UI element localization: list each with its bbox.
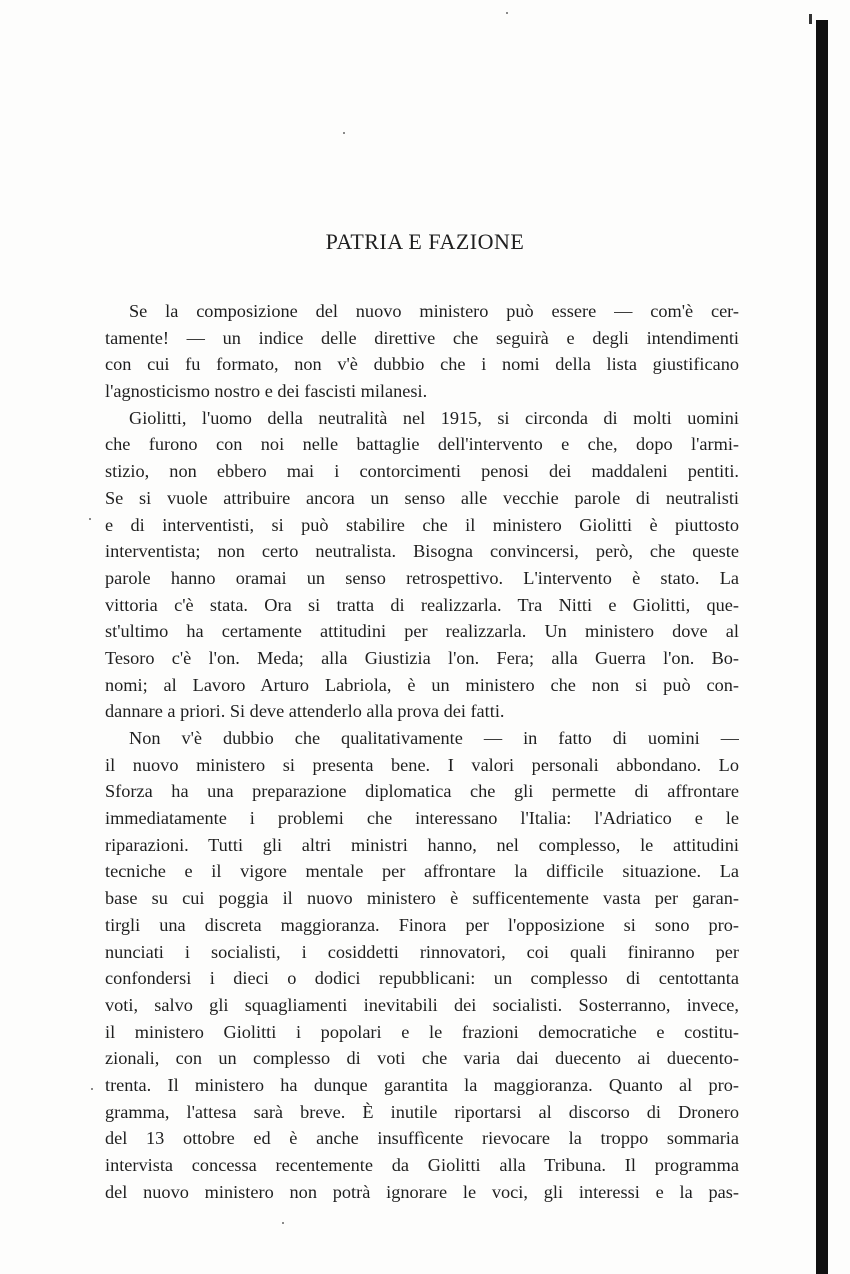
text-line: st'ultimo ha certamente attitudini per realizzarla. Un ministero dove al (105, 621, 739, 642)
text-line: l'agnosticismo nostro e dei fascisti milanesi. (105, 381, 428, 402)
text-line: tecniche e il vigore mentale per affrontare la difficile situazione. La (105, 861, 739, 882)
text-line: trenta. Il ministero ha dunque garantita la maggioranza. Quanto al pro- (105, 1074, 739, 1095)
text-line: riparazioni. Tutti gli altri ministri hanno, nel complesso, le attitudini (105, 834, 739, 855)
text-line: Sforza ha una preparazione diplomatica che gli permette di affrontare (105, 781, 739, 802)
text-line: parole hanno oramai un senso retrospettivo. L'intervento è stato. La (105, 567, 739, 588)
scan-speck (343, 132, 345, 134)
text-line: Giolitti, l'uomo della neutralità nel 1915, si circonda di molti uomini (129, 407, 739, 428)
scan-speck (91, 1088, 93, 1090)
text-line: il ministero Giolitti i popolari e le frazioni democratiche e costitu- (105, 1021, 739, 1042)
text-line: interventista; non certo neutralista. Bisogna convincersi, però, che queste (105, 541, 739, 562)
text-line: base su cui poggia il nuovo ministero è sufficentemente vasta per garan- (105, 888, 739, 909)
text-line: del 13 ottobre ed è anche insuffìcente rievocare la troppo sommaria (105, 1128, 739, 1149)
text-line: intervista concessa recentemente da Giolitti alla Tribuna. Il programma (105, 1155, 739, 1175)
text-line: Tesoro c'è l'on. Meda; alla Giustizia l'on. Fera; alla Guerra l'on. Bo- (105, 647, 739, 668)
text-line: Se si vuole attribuire ancora un senso alle vecchie parole di neutralisti (105, 487, 739, 508)
text-line: stizio, non ebbero mai i contorcimenti penosi dei maddaleni pentiti. (105, 461, 739, 482)
scan-speck (89, 518, 91, 520)
text-line: immediatamente i problemi che interessano l'Italia: l'Adriatico e le (105, 808, 739, 829)
scan-speck (506, 12, 508, 14)
text-line: nunciati i socialisti, i cosiddetti rinnovatori, coi quali finiranno per (105, 941, 739, 962)
scan-mark (809, 14, 812, 24)
text-line: gramma, l'attesa sarà breve. È inutile riportarsi al discorso di Dronero (105, 1101, 739, 1122)
scan-speck (282, 1222, 284, 1224)
text-line: voti, salvo gli squagliamenti inevitabili dei socialisti. Sosterranno, invece, (105, 994, 739, 1015)
text-line: zionali, con un complesso di voti che varia dai duecento ai duecento- (105, 1048, 739, 1069)
text-line: Se la composizione del nuovo ministero può essere — com'è cer- (129, 301, 739, 321)
text-line: dannare a priori. Si deve attenderlo alla prova dei fatti. (105, 701, 505, 722)
text-line: Non v'è dubbio che qualitativamente — in fatto di uomini — (129, 728, 739, 748)
text-line: e di interventisti, si può stabilire che il ministero Giolitti è piuttosto (105, 514, 739, 535)
text-line: confondersi i dieci o dodici repubblicani: un complesso di centottanta (105, 968, 739, 989)
body-text (105, 298, 739, 1205)
page-title: PATRIA E FAZIONE (325, 229, 525, 254)
text-line: tamente! — un indice delle direttive che seguirà e degli intendimenti (105, 327, 739, 348)
text-line: del nuovo ministero non potrà ignorare le voci, gli interessi e la pas- (105, 1181, 739, 1202)
text-line: tirgli una discreta maggioranza. Finora per l'opposizione si sono pro- (105, 914, 739, 935)
text-line: con cui fu formato, non v'è dubbio che i nomi della lista giustificano (105, 354, 739, 375)
text-line: vittoria c'è stata. Ora si tratta di realizzarla. Tra Nitti e Giolitti, que- (105, 594, 739, 615)
text-line: che furono con noi nelle battaglie dell'intervento e che, dopo l'armi- (105, 434, 739, 455)
page-binding-edge (816, 20, 828, 1274)
text-line: nomi; al Lavoro Arturo Labriola, è un ministero che non si può con- (105, 674, 739, 695)
text-line: il nuovo ministero si presenta bene. I valori personali abbondano. Lo (105, 754, 739, 775)
